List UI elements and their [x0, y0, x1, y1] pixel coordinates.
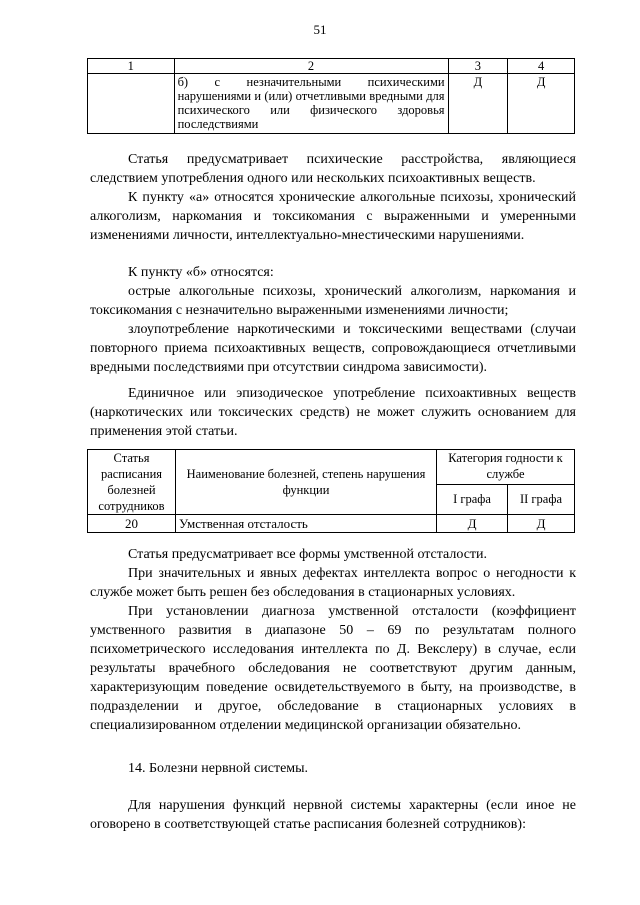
header-col-1: 1 — [88, 59, 175, 74]
header-col-3: 3 — [448, 59, 508, 74]
paragraph: К пункту «а» относятся хронические алкогольные психозы, хронический алкоголизм, наркомания и токсикомания с выраженными и умеренными изменениями личности, интеллектуально-мнестическими нарушениями. — [90, 190, 576, 243]
category-col-3-cell: Д — [448, 74, 508, 134]
disease-name: Умственная отсталость — [176, 515, 437, 533]
header-fitness-category: Категория годности к службе — [437, 450, 575, 485]
table-row — [88, 74, 575, 134]
paragraph: Статья предусматривает все формы умственной отсталости. — [128, 547, 488, 562]
article-cell — [88, 74, 175, 134]
category-col-4-cell: Д — [508, 74, 575, 134]
category-column-1: Д — [437, 515, 508, 533]
continuation-table — [87, 58, 575, 134]
disease-text-cell: б) с незначительными психическими нарушениями и (или) отчетливыми вредными для психического или физического здоровья последствиями — [174, 74, 448, 134]
article-number: 20 — [88, 515, 176, 533]
paragraph: К пункту «б» относятся: — [128, 265, 274, 280]
paragraph: острые алкогольные психозы, хронический алкоголизм, наркомания и токсикомания с незначительно выраженными изменениями личности; — [90, 284, 576, 318]
category-column-2: Д — [508, 515, 575, 533]
header-col-2: 2 — [174, 59, 448, 74]
header-article: Статья расписания болезней сотрудников — [88, 450, 176, 515]
section-heading: 14. Болезни нервной системы. — [128, 761, 309, 776]
page-number: 51 — [313, 22, 327, 37]
paragraph: При установлении диагноза умственной отсталости (коэффициент умственного развития в диапазоне 50 – 69 по результатам полного психометрического исследования интеллекта по Д. Векслеру) в случае, если результаты врачебного обследования не соответствуют другим данным, характеризующим поведение освидетельствуемого в быту, на производстве, в подразделении и другое, обследование в стационарных условиях в специализированном отделении медицинской организации обязательно. — [90, 604, 576, 733]
header-disease-name: Наименование болезней, степень нарушения функции — [176, 450, 437, 515]
table-header-row — [88, 59, 575, 74]
paragraph: злоупотребление наркотическими и токсическими веществами (случаи повторного приема психоактивных веществ, сопровождающиеся отчетливыми вредными последствиями при отсутствии синдрома зависимости). — [90, 322, 576, 375]
disease-table — [87, 449, 575, 533]
table-row — [88, 515, 575, 533]
header-column-2: II графа — [508, 484, 575, 514]
paragraph: Статья предусматривает психические расстройства, являющиеся следствием употребления одного или нескольких психоактивных веществ. — [90, 152, 576, 186]
header-col-4: 4 — [508, 59, 575, 74]
table-header-row — [88, 450, 575, 485]
header-column-1: I графа — [437, 484, 508, 514]
paragraph: Единичное или эпизодическое употребление психоактивных веществ (наркотических или токсических средств) не может служить основанием для применения этой статьи. — [90, 386, 576, 439]
paragraph: При значительных и явных дефектах интеллекта вопрос о негодности к службе может быть решен без обследования в стационарных условиях. — [90, 566, 576, 600]
paragraph: Для нарушения функций нервной системы характерны (если иное не оговорено в соответствующей статье расписания болезней сотрудников): — [90, 798, 576, 832]
